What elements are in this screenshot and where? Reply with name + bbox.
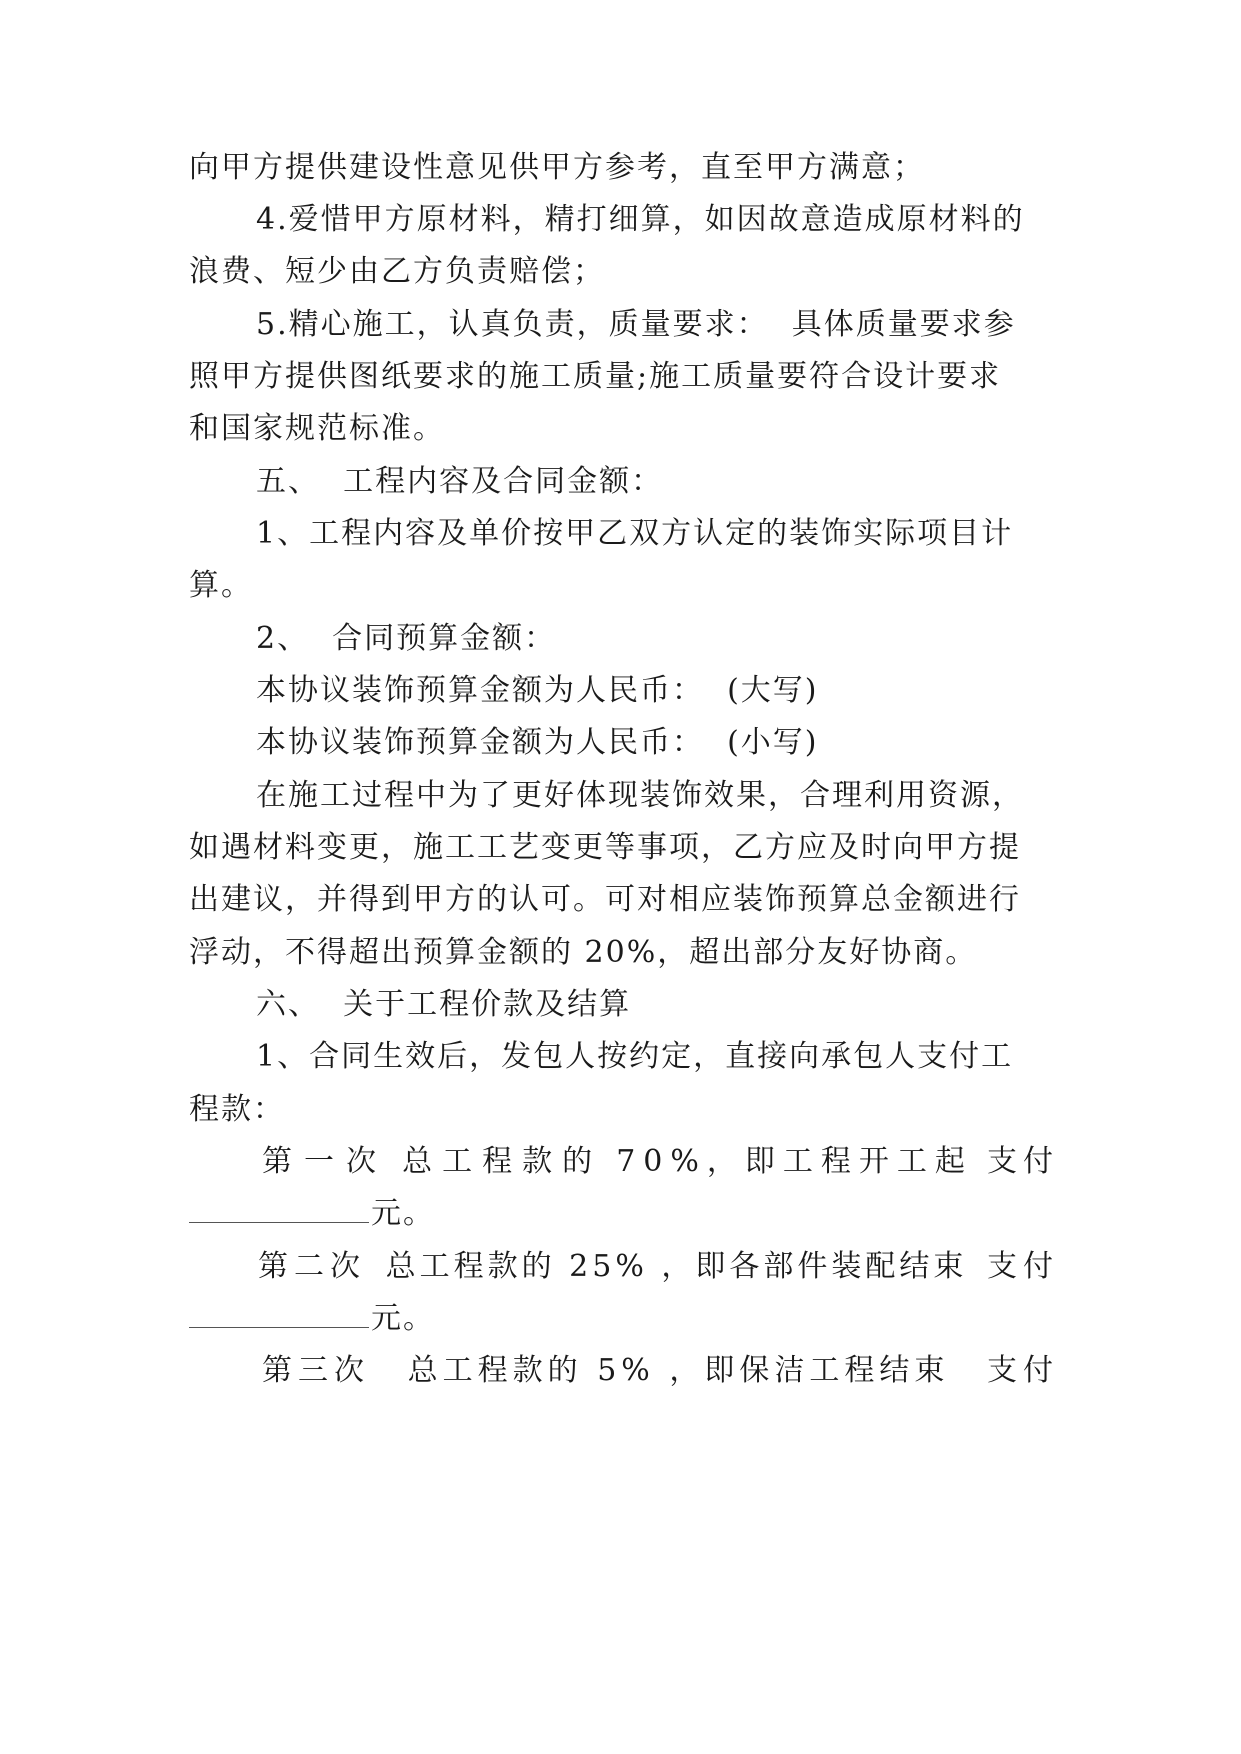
paragraph-line: 5.精心施工，认真负责，质量要求： 具体质量要求参 bbox=[256, 307, 1016, 342]
subsection-heading: 2、 合同预算金额： bbox=[256, 621, 557, 656]
paragraph-line: 1、工程内容及单价按甲乙双方认定的装饰实际项目计 bbox=[256, 516, 1014, 551]
section-heading: 五、 工程内容及合同金额： bbox=[256, 464, 664, 499]
paragraph-line: 本协议装饰预算金额为人民币： (小写) bbox=[256, 725, 819, 760]
payment-share-label: 总工程款的 bbox=[402, 1144, 603, 1179]
paragraph-line: 向甲方提供建设性意见供甲方参考，直至甲方满意； bbox=[189, 150, 925, 185]
payment-pay-label: 支付 bbox=[986, 1249, 1059, 1284]
payment-order: 第三次 bbox=[262, 1353, 370, 1388]
paragraph-line: 在施工过程中为了更好体现装饰效果，合理利用资源， bbox=[256, 778, 1024, 813]
currency-unit: 元。 bbox=[371, 1301, 435, 1336]
paragraph-line: 如遇材料变更，施工工艺变更等事项，乙方应及时向甲方提 bbox=[189, 830, 1021, 865]
payment-amount-line bbox=[189, 1194, 1059, 1234]
payment-order: 第一次 bbox=[262, 1144, 388, 1179]
payment-share-text: 总工程款的 25% ，即各部件装配结束 bbox=[385, 1249, 968, 1284]
paragraph-line: 浮动，不得超出预算金额的 20%，超出部分友好协商。 bbox=[189, 935, 978, 970]
payment-share-text: 总工程款的 5% ，即保洁工程结束 bbox=[407, 1353, 950, 1388]
section-heading: 六、 关于工程价款及结算 bbox=[256, 987, 632, 1022]
paragraph-line: 照甲方提供图纸要求的施工质量;施工质量要符合设计要求 bbox=[189, 359, 1002, 394]
paragraph-line: 出建议，并得到甲方的认可。可对相应装饰预算总金额进行 bbox=[189, 882, 1021, 917]
payment-pay-label: 支付 bbox=[986, 1353, 1059, 1388]
paragraph-line: 程款： bbox=[189, 1092, 285, 1127]
paragraph-line: 本协议装饰预算金额为人民币： (大写) bbox=[256, 673, 819, 708]
payment-line-1 bbox=[262, 1142, 1059, 1182]
paragraph-line: 4.爱惜甲方原材料，精打细算，如因故意造成原材料的 bbox=[256, 202, 1025, 237]
currency-unit: 元。 bbox=[371, 1196, 435, 1231]
payment-line-3 bbox=[262, 1351, 1059, 1391]
payment-line-2 bbox=[258, 1247, 1059, 1287]
payment-order: 第二次 bbox=[258, 1249, 366, 1284]
payment-pay-label: 支付 bbox=[986, 1144, 1059, 1179]
amount-blank bbox=[189, 1196, 369, 1223]
paragraph-line: 算。 bbox=[189, 568, 253, 603]
paragraph-line: 1、合同生效后，发包人按约定，直接向承包人支付工 bbox=[256, 1039, 1014, 1074]
paragraph-line: 浪费、短少由乙方负责赔偿； bbox=[189, 254, 605, 289]
payment-share-text: 70%，即工程开工起 bbox=[616, 1144, 973, 1179]
paragraph-line: 和国家规范标准。 bbox=[189, 411, 445, 446]
payment-amount-line bbox=[189, 1299, 1059, 1339]
amount-blank bbox=[189, 1301, 369, 1328]
